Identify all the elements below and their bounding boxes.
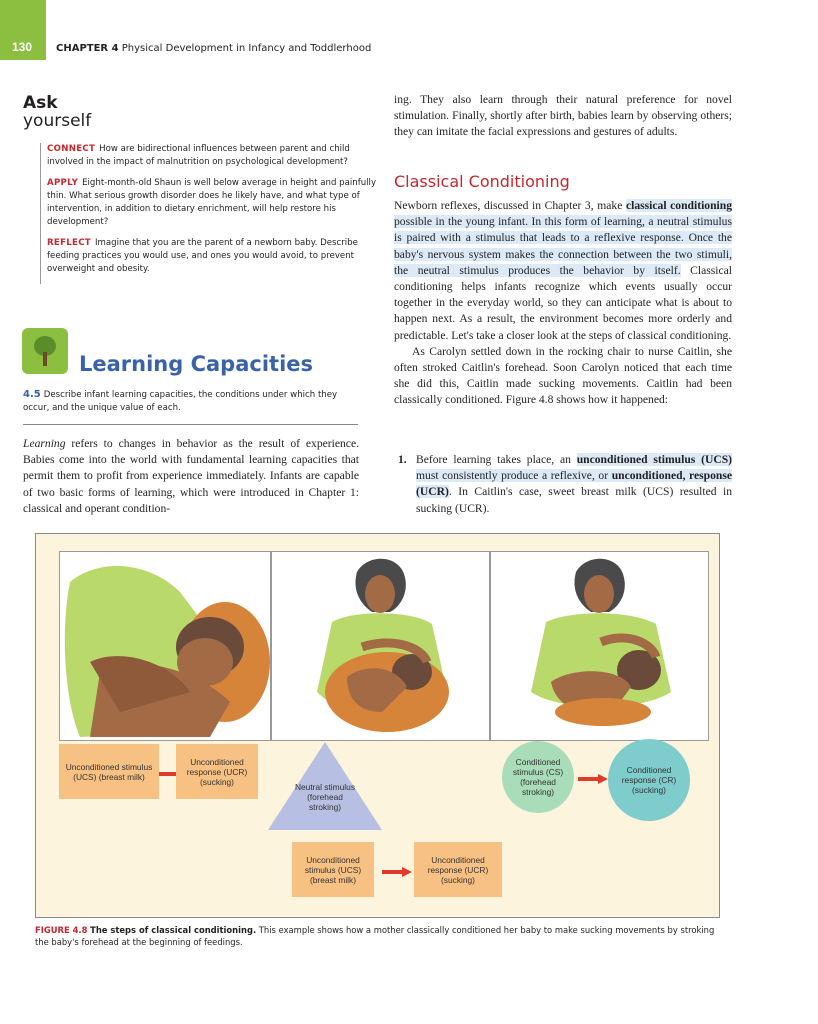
- list-after: . In Caitlin's case, sweet breast milk (UCS) resulted in sucking (UCR).: [416, 485, 732, 515]
- ask-title-light: yourself: [23, 111, 92, 131]
- ucr-box-1: Unconditioned response (UCR) (sucking): [176, 744, 258, 799]
- list-highlight: must consistently produce a reflexive, or: [416, 469, 612, 483]
- running-head: [56, 43, 371, 54]
- ask-tag: CONNECT: [47, 144, 96, 154]
- ask-text: Imagine that you are the parent of a newborn baby. Describe feeding practices you would use, and ones you would avoid, to prevent overweight and obesity.: [47, 238, 358, 274]
- term-learning: Learning: [23, 437, 66, 450]
- continuation-paragraph: ing. They also learn through their natural preference for novel stimulation. Finally, shortly after birth, babies learn by observing others; they can imitate the facial expressions and gestures of adults.: [394, 93, 732, 139]
- right-continuation: [394, 92, 732, 141]
- paragraph-2: As Carolyn settled down in the rocking chair to nurse Caitlin, she often stroked Caitlin's forehead. Soon Carolyn noticed that each time she did this, Caitlin made sucking movements. Caitlin had been classically conditioned. Figure 4.8 shows how it happened:: [394, 344, 732, 407]
- para1-highlight: possible in the young infant. In this form of learning, a neutral stimulus is paired with a stimulus that leads to a reflexive response. Once the baby's nervous system makes the connection between the two stimuli, the neutral stimulus produces the behavior by itself.: [394, 215, 732, 277]
- objective-text: Describe infant learning capacities, the conditions under which they occur, and the unique value of each.: [23, 390, 338, 413]
- conditioned-illustration: [491, 552, 708, 740]
- para1-text: Newborn reflexes, discussed in Chapter 3, make: [394, 199, 626, 212]
- nursing-illustration: [60, 552, 270, 740]
- ask-item-apply: [47, 177, 380, 229]
- page-number: 130: [12, 40, 33, 54]
- subsection-heading: Classical Conditioning: [394, 172, 570, 191]
- left-paragraph: refers to changes in behavior as the result of experience. Babies come into the world with fundamental learning capacities that permit them to profit from experience immediately. Infants are capable of two basic forms of learning, which were introduced in Chapter 1: classical and operant condition-: [23, 437, 359, 515]
- key-term-ucs: unconditioned stimulus (UCS): [576, 453, 733, 466]
- ask-item-reflect: [47, 237, 380, 276]
- figure-caption: [35, 924, 715, 948]
- tree-icon: [22, 328, 68, 374]
- stroking-illustration: [272, 552, 489, 740]
- figure-label: FIGURE 4.8: [35, 925, 88, 935]
- page-number-tab: [0, 0, 46, 60]
- section-title: Learning Capacities: [79, 352, 314, 376]
- chapter-label: CHAPTER 4: [56, 43, 119, 54]
- illustration-conditioned: [490, 551, 709, 741]
- figure-4-8: [35, 533, 720, 918]
- chapter-title: Physical Development in Infancy and Toddlerhood: [121, 43, 372, 54]
- ask-tag: APPLY: [47, 178, 79, 188]
- key-term-classical-conditioning: classical conditioning: [625, 199, 733, 212]
- cs-circle: Conditioned stimulus (CS) (forehead stroking): [502, 741, 574, 813]
- ask-text: Eight-month-old Shaun is well below average in height and painfully thin. What serious growth disorder does he likely have, and what type of intervention, in addition to dietary enrichment, will help restore his development?: [47, 178, 377, 227]
- ask-item-connect: [47, 143, 380, 169]
- cr-circle: Conditioned response (CR) (sucking): [608, 739, 690, 821]
- neutral-stimulus-label: Neutral stimulus (forehead stroking): [294, 782, 356, 812]
- figure-title: The steps of classical conditioning.: [90, 925, 257, 935]
- ask-text: How are bidirectional influences between parent and child involved in the impact of malnutrition on psychological development?: [47, 144, 350, 167]
- para1-after: Classical conditioning helps infants recognize which events usually occur together in the everyday world, so they can anticipate what is about to happen next. As a result, the environment becomes more orderly and predictable. Let's take a closer look at the steps of classical conditioning.: [394, 263, 732, 342]
- arrow-icon: [382, 867, 412, 877]
- ask-yourself-box: [23, 93, 377, 274]
- ask-title-bold: Ask: [23, 93, 58, 113]
- list-number: 1.: [398, 453, 407, 466]
- illustration-nursing: [59, 551, 271, 741]
- figure-caption-text: This example shows how a mother classically conditioned her baby to make sucking movements by stroking the baby's forehead at the beginning of feedings.: [35, 925, 715, 947]
- numbered-list: [398, 452, 732, 517]
- classical-conditioning-text: [394, 198, 732, 409]
- ucs-box-2: Unconditioned stimulus (UCS) (breast milk): [292, 842, 374, 897]
- ucr-box-2: Unconditioned response (UCR) (sucking): [414, 842, 502, 897]
- list-text: Before learning takes place, an: [416, 453, 577, 466]
- ask-questions: [40, 143, 380, 284]
- list-item: [416, 452, 732, 517]
- paragraph-1: [394, 198, 732, 344]
- objective-number: 4.5: [23, 389, 41, 400]
- key-term-ucr: unconditioned, response (UCR): [416, 469, 732, 499]
- learning-objective: [23, 388, 358, 425]
- ucs-box-1: Unconditioned stimulus (UCS) (breast milk): [59, 744, 159, 799]
- left-body-text: [23, 436, 359, 517]
- arrow-icon: [576, 774, 610, 784]
- illustration-stroking: [271, 551, 490, 741]
- ask-tag: REFLECT: [47, 238, 91, 248]
